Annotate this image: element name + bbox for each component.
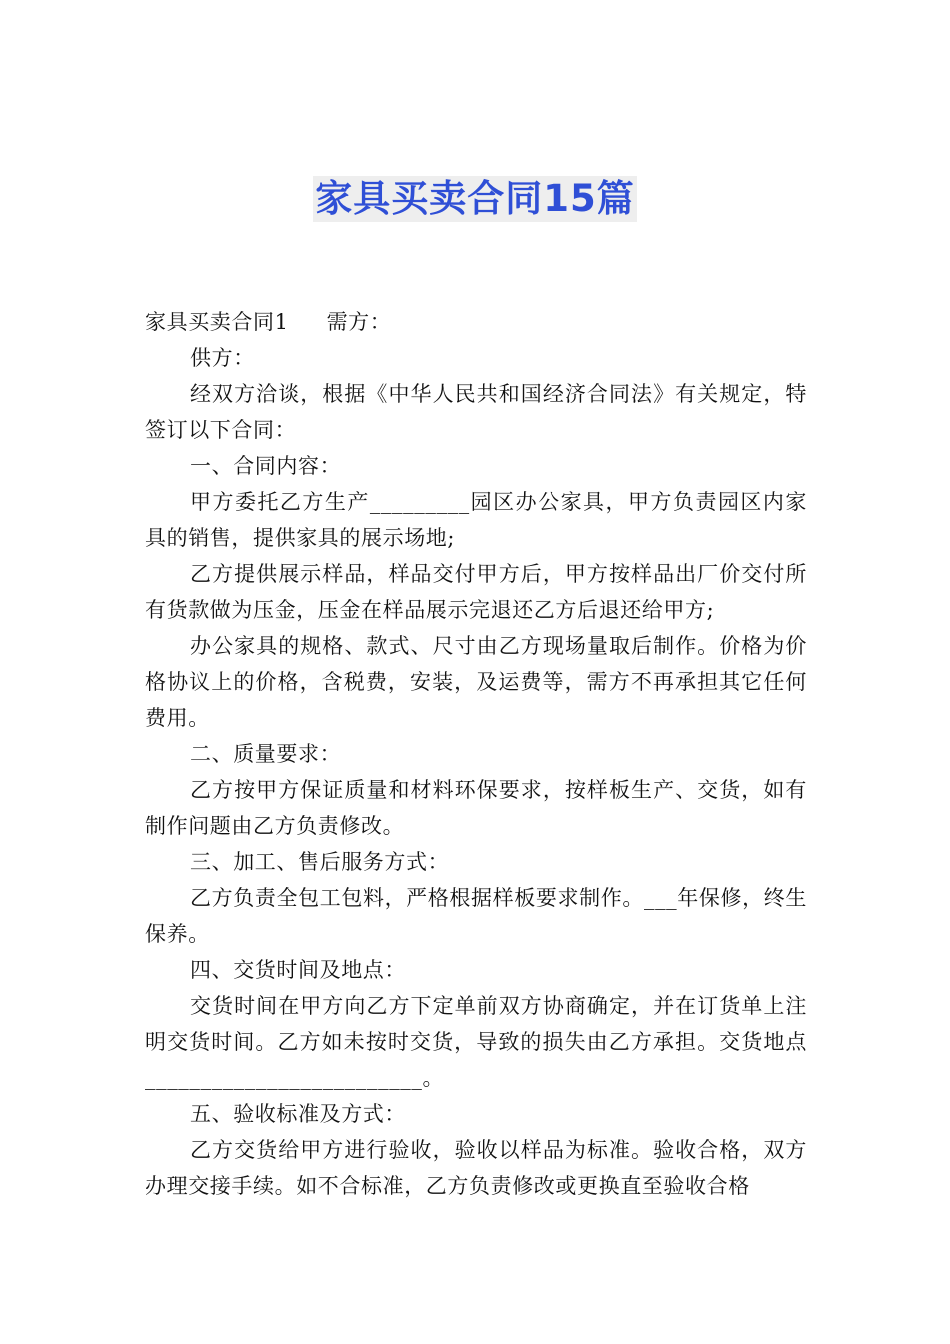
paragraph-quality: 乙方按甲方保证质量和材料环保要求，按样板生产、交货，如有制作问题由乙方负责修改。 (145, 778, 807, 838)
heading-service: 三、加工、售后服务方式： (190, 850, 450, 874)
document-body (145, 304, 807, 1204)
heading-quality: 二、质量要求： (190, 742, 342, 766)
heading-delivery: 四、交货时间及地点： (190, 958, 406, 982)
first-line (145, 304, 807, 340)
buyer-label: 需方： (326, 310, 392, 334)
paragraph-acceptance: 乙方交货给甲方进行验收，验收以样品为标准。验收合格，双方办理交接手续。如不合标准，乙方负责修改或更换直至验收合格 (145, 1138, 807, 1198)
heading-acceptance: 五、验收标准及方式： (190, 1102, 406, 1126)
heading-contract-content: 一、合同内容： (190, 454, 342, 478)
paragraph-delivery: 交货时间在甲方向乙方下定单前双方协商确定，并在订货单上注明交货时间。乙方如未按时交货，导致的损失由乙方承担。交货地点_________________________。 (145, 994, 807, 1090)
paragraph-content-3: 办公家具的规格、款式、尺寸由乙方现场量取后制作。价格为价格协议上的价格，含税费，安装，及运费等，需方不再承担其它任何费用。 (145, 634, 807, 730)
paragraph-content-2: 乙方提供展示样品，样品交付甲方后，甲方按样品出厂价交付所有货款做为压金，压金在样品展示完退还乙方后退还给甲方; (145, 562, 807, 622)
document-title: 家具买卖合同15篇 (315, 177, 635, 220)
paragraph-preamble: 经双方洽谈，根据《中华人民共和国经济合同法》有关规定，特签订以下合同： (145, 382, 807, 442)
paragraph-service: 乙方负责全包工包料，严格根据样板要求制作。___年保修，终生保养。 (145, 886, 807, 946)
paragraph-content-1: 甲方委托乙方生产_________园区办公家具，甲方负责园区内家具的销售，提供家具的展示场地; (145, 490, 807, 550)
paragraph-supplier: 供方： (190, 346, 255, 370)
title-container (0, 176, 950, 222)
section-title: 家具买卖合同1 (145, 310, 289, 334)
